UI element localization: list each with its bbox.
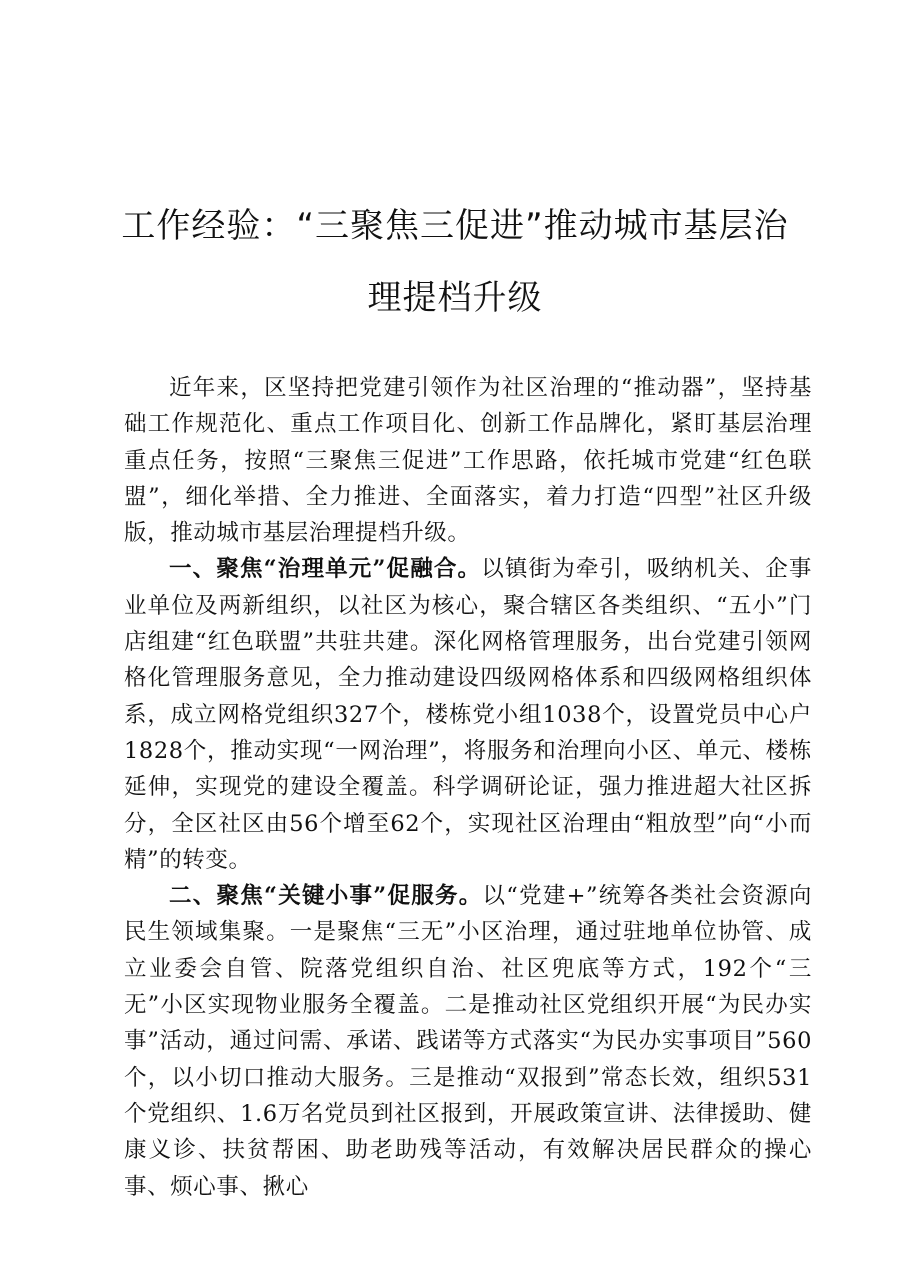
section-paragraph-2 [124, 878, 812, 1205]
document-body [124, 370, 812, 1205]
section-heading-2: 二、聚焦“关键小事”促服务。 [169, 883, 483, 910]
section-text-2: 以“党建+”统筹各类社会资源向民生领域集聚。一是聚焦“三无”小区治理，通过驻地单位协管、成立业委会自管、院落党组织自治、社区兜底等方式，192个“三无”小区实现物业服务全覆盖。二是推动社区党组织开展“为民办实事”活动，通过问需、承诺、践诺等方式落实“为民办实事项目”560个，以小切口推动大服务。三是推动“双报到”常态长效，组织531个党组织、1.6万名党员到社区报到，开展政策宣讲、法律援助、健康义诊、扶贫帮困、助老助残等活动，有效解决居民群众的操心事、烦心事、揪心 [124, 883, 812, 1200]
section-heading-1: 一、聚焦“治理单元”促融合。 [169, 556, 482, 583]
section-paragraph-1 [124, 551, 812, 878]
paragraph-text: 近年来，区坚持把党建引领作为社区治理的“推动器”，坚持基础工作规范化、重点工作项目化、创新工作品牌化，紧盯基层治理重点任务，按照“三聚焦三促进”工作思路，依托城市党建“红色联盟”，细化举措、全力推进、全面落实，着力打造“四型”社区升级版，推动城市基层治理提档升级。 [124, 375, 812, 547]
section-text-1: 以镇街为牵引，吸纳机关、企事业单位及两新组织，以社区为核心，聚合辖区各类组织、“五小”门店组建“红色联盟”共驻共建。深化网格管理服务，出台党建引领网格化管理服务意见，全力推动建设四级网格体系和四级网格组织体系，成立网格党组织327个，楼栋党小组1038个，设置党员中心户1828个，推动实现“一网治理”，将服务和治理向小区、单元、楼栋延伸，实现党的建设全覆盖。科学调研论证，强力推进超大社区拆分，全区社区由56个增至62个，实现社区治理由“粗放型”向“小而精”的转变。 [124, 556, 812, 873]
document-title: 工作经验：“三聚焦三促进”推动城市基层治理提档升级 [121, 206, 789, 318]
intro-paragraph [124, 370, 812, 551]
